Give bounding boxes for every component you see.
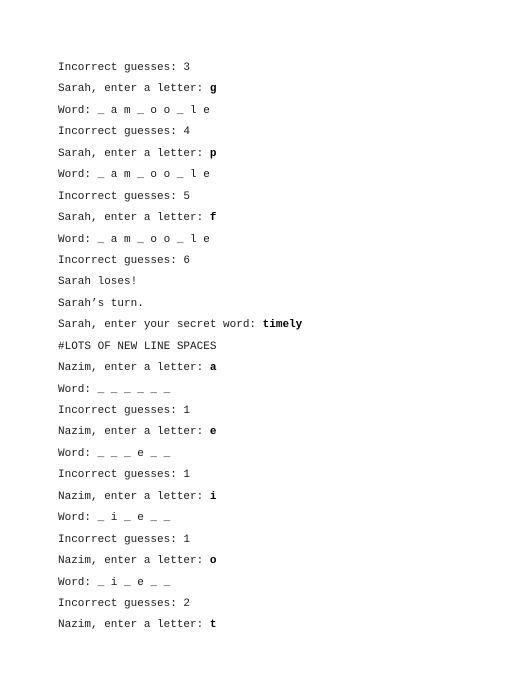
transcript-line xyxy=(58,251,498,272)
transcript-line xyxy=(58,122,498,143)
transcript-line xyxy=(58,444,498,465)
transcript-line xyxy=(58,337,498,358)
transcript-line xyxy=(58,208,498,229)
user-input: p xyxy=(209,147,217,160)
line-text: Word: _ _ _ e _ _ xyxy=(58,447,171,460)
line-text: Word: _ i _ e _ _ xyxy=(58,512,171,525)
user-input: t xyxy=(209,619,217,632)
line-text: Sarah, enter your secret word: xyxy=(58,319,263,332)
line-text: Incorrect guesses: 1 xyxy=(58,405,191,417)
transcript-line xyxy=(58,422,498,443)
line-text: Sarah, enter a letter: xyxy=(58,147,210,160)
line-text: Word: _ a m _ o o _ l e xyxy=(58,233,210,246)
transcript-line xyxy=(58,272,498,293)
line-text: Sarah loses! xyxy=(58,276,138,289)
transcript-line xyxy=(58,615,498,636)
transcript-line xyxy=(58,465,498,486)
transcript-line xyxy=(58,294,498,315)
line-text: Incorrect guesses: 2 xyxy=(58,597,191,610)
transcript-line xyxy=(58,530,498,551)
line-text: Incorrect guesses: 4 xyxy=(58,126,191,139)
transcript-line xyxy=(58,230,498,251)
line-text: Sarah’s turn. xyxy=(58,297,144,310)
transcript-line xyxy=(58,315,498,336)
transcript-line xyxy=(58,594,498,615)
line-text: Word: _ a m _ o o _ l e xyxy=(58,169,210,182)
transcript-line xyxy=(58,508,498,529)
transcript-line xyxy=(58,101,498,122)
console-transcript xyxy=(58,58,498,637)
line-text: Incorrect guesses: 6 xyxy=(58,254,191,267)
line-text: Sarah, enter a letter: xyxy=(58,83,210,96)
transcript-line xyxy=(58,380,498,401)
transcript-line xyxy=(58,79,498,100)
user-input: o xyxy=(209,555,217,568)
line-text: Incorrect guesses: 5 xyxy=(58,190,191,203)
transcript-line xyxy=(58,187,498,208)
transcript-line xyxy=(58,551,498,572)
transcript-line xyxy=(58,144,498,165)
line-text: Nazim, enter a letter: xyxy=(58,555,210,568)
line-text: Word: _ _ _ _ _ _ xyxy=(58,383,171,396)
user-input: timely xyxy=(262,319,303,332)
line-text: Incorrect guesses: 1 xyxy=(58,533,191,546)
user-input: g xyxy=(209,83,217,96)
line-text: Nazim, enter a letter: xyxy=(58,619,210,632)
transcript-line xyxy=(58,165,498,186)
line-text: Incorrect guesses: 3 xyxy=(58,62,191,74)
line-text: Word: _ i _ e _ _ xyxy=(58,576,171,589)
transcript-line xyxy=(58,358,498,379)
transcript-line xyxy=(58,401,498,422)
line-text: Nazim, enter a letter: xyxy=(58,426,210,439)
user-input: i xyxy=(209,490,217,503)
user-input: e xyxy=(209,426,217,439)
line-text: #LOTS OF NEW LINE SPACES xyxy=(58,340,217,353)
line-text: Nazim, enter a letter: xyxy=(58,362,210,375)
line-text: Sarah, enter a letter: xyxy=(58,212,210,225)
line-text: Word: _ a m _ o o _ l e xyxy=(58,104,210,117)
transcript-line xyxy=(58,487,498,508)
line-text: Incorrect guesses: 1 xyxy=(58,469,191,482)
line-text: Nazim, enter a letter: xyxy=(58,490,210,503)
transcript-line xyxy=(58,58,498,79)
user-input: f xyxy=(209,212,217,225)
transcript-line xyxy=(58,573,498,594)
user-input: a xyxy=(209,362,217,375)
